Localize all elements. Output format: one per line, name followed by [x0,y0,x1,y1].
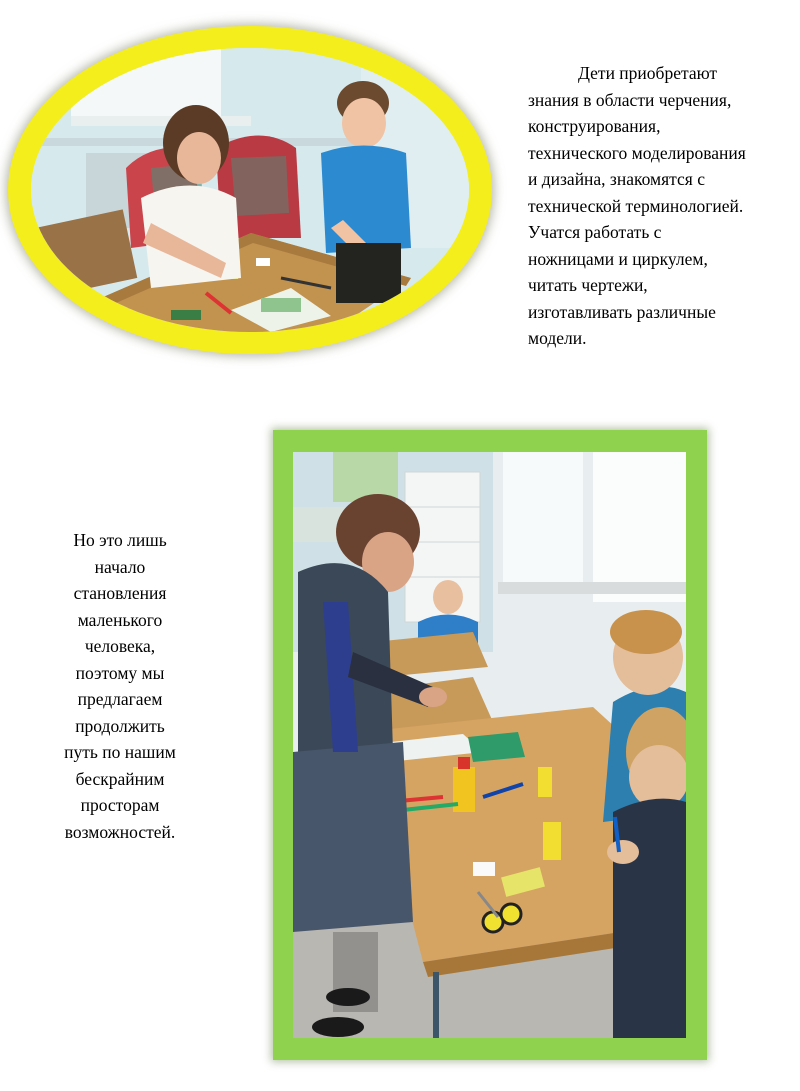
text-line: читать чертежи, [528,275,648,295]
text-line: ножницами и циркулем, [528,248,708,269]
text-line: конструирования, [528,116,661,136]
text-line: возможностей. [64,821,176,842]
oval-photo-frame [8,26,492,354]
text-line: Но это лишь [73,530,167,550]
text-line: бескрайним [75,768,165,789]
text-line: продолжить [75,715,165,736]
text-line: изготавливать различные [528,301,716,322]
photo-children-at-table [31,48,469,332]
text-line: начало [94,556,146,577]
text-line: поэтому мы [75,662,165,683]
description-paragraph-bottom [20,527,220,845]
text-line: знания в области черчения, [528,89,732,110]
text-line: путь по нашим [64,742,176,762]
text-line: модели. [528,328,587,348]
text-line: Дети приобретают [578,63,718,83]
text-line: маленького [77,609,163,630]
text-line: предлагаем [77,689,163,709]
text-line: становления [73,583,167,603]
description-paragraph-top [528,60,790,352]
text-line: Учатся работать с [528,222,662,242]
text-line: и дизайна, знакомятся с [528,169,705,189]
photo-classroom-teacher [293,452,686,1038]
rect-photo-frame [273,430,707,1060]
text-line: технического моделирования [528,142,746,163]
text-line: человека, [84,636,156,656]
text-line: технической терминологией. [528,195,744,216]
text-line: просторам [80,795,160,815]
